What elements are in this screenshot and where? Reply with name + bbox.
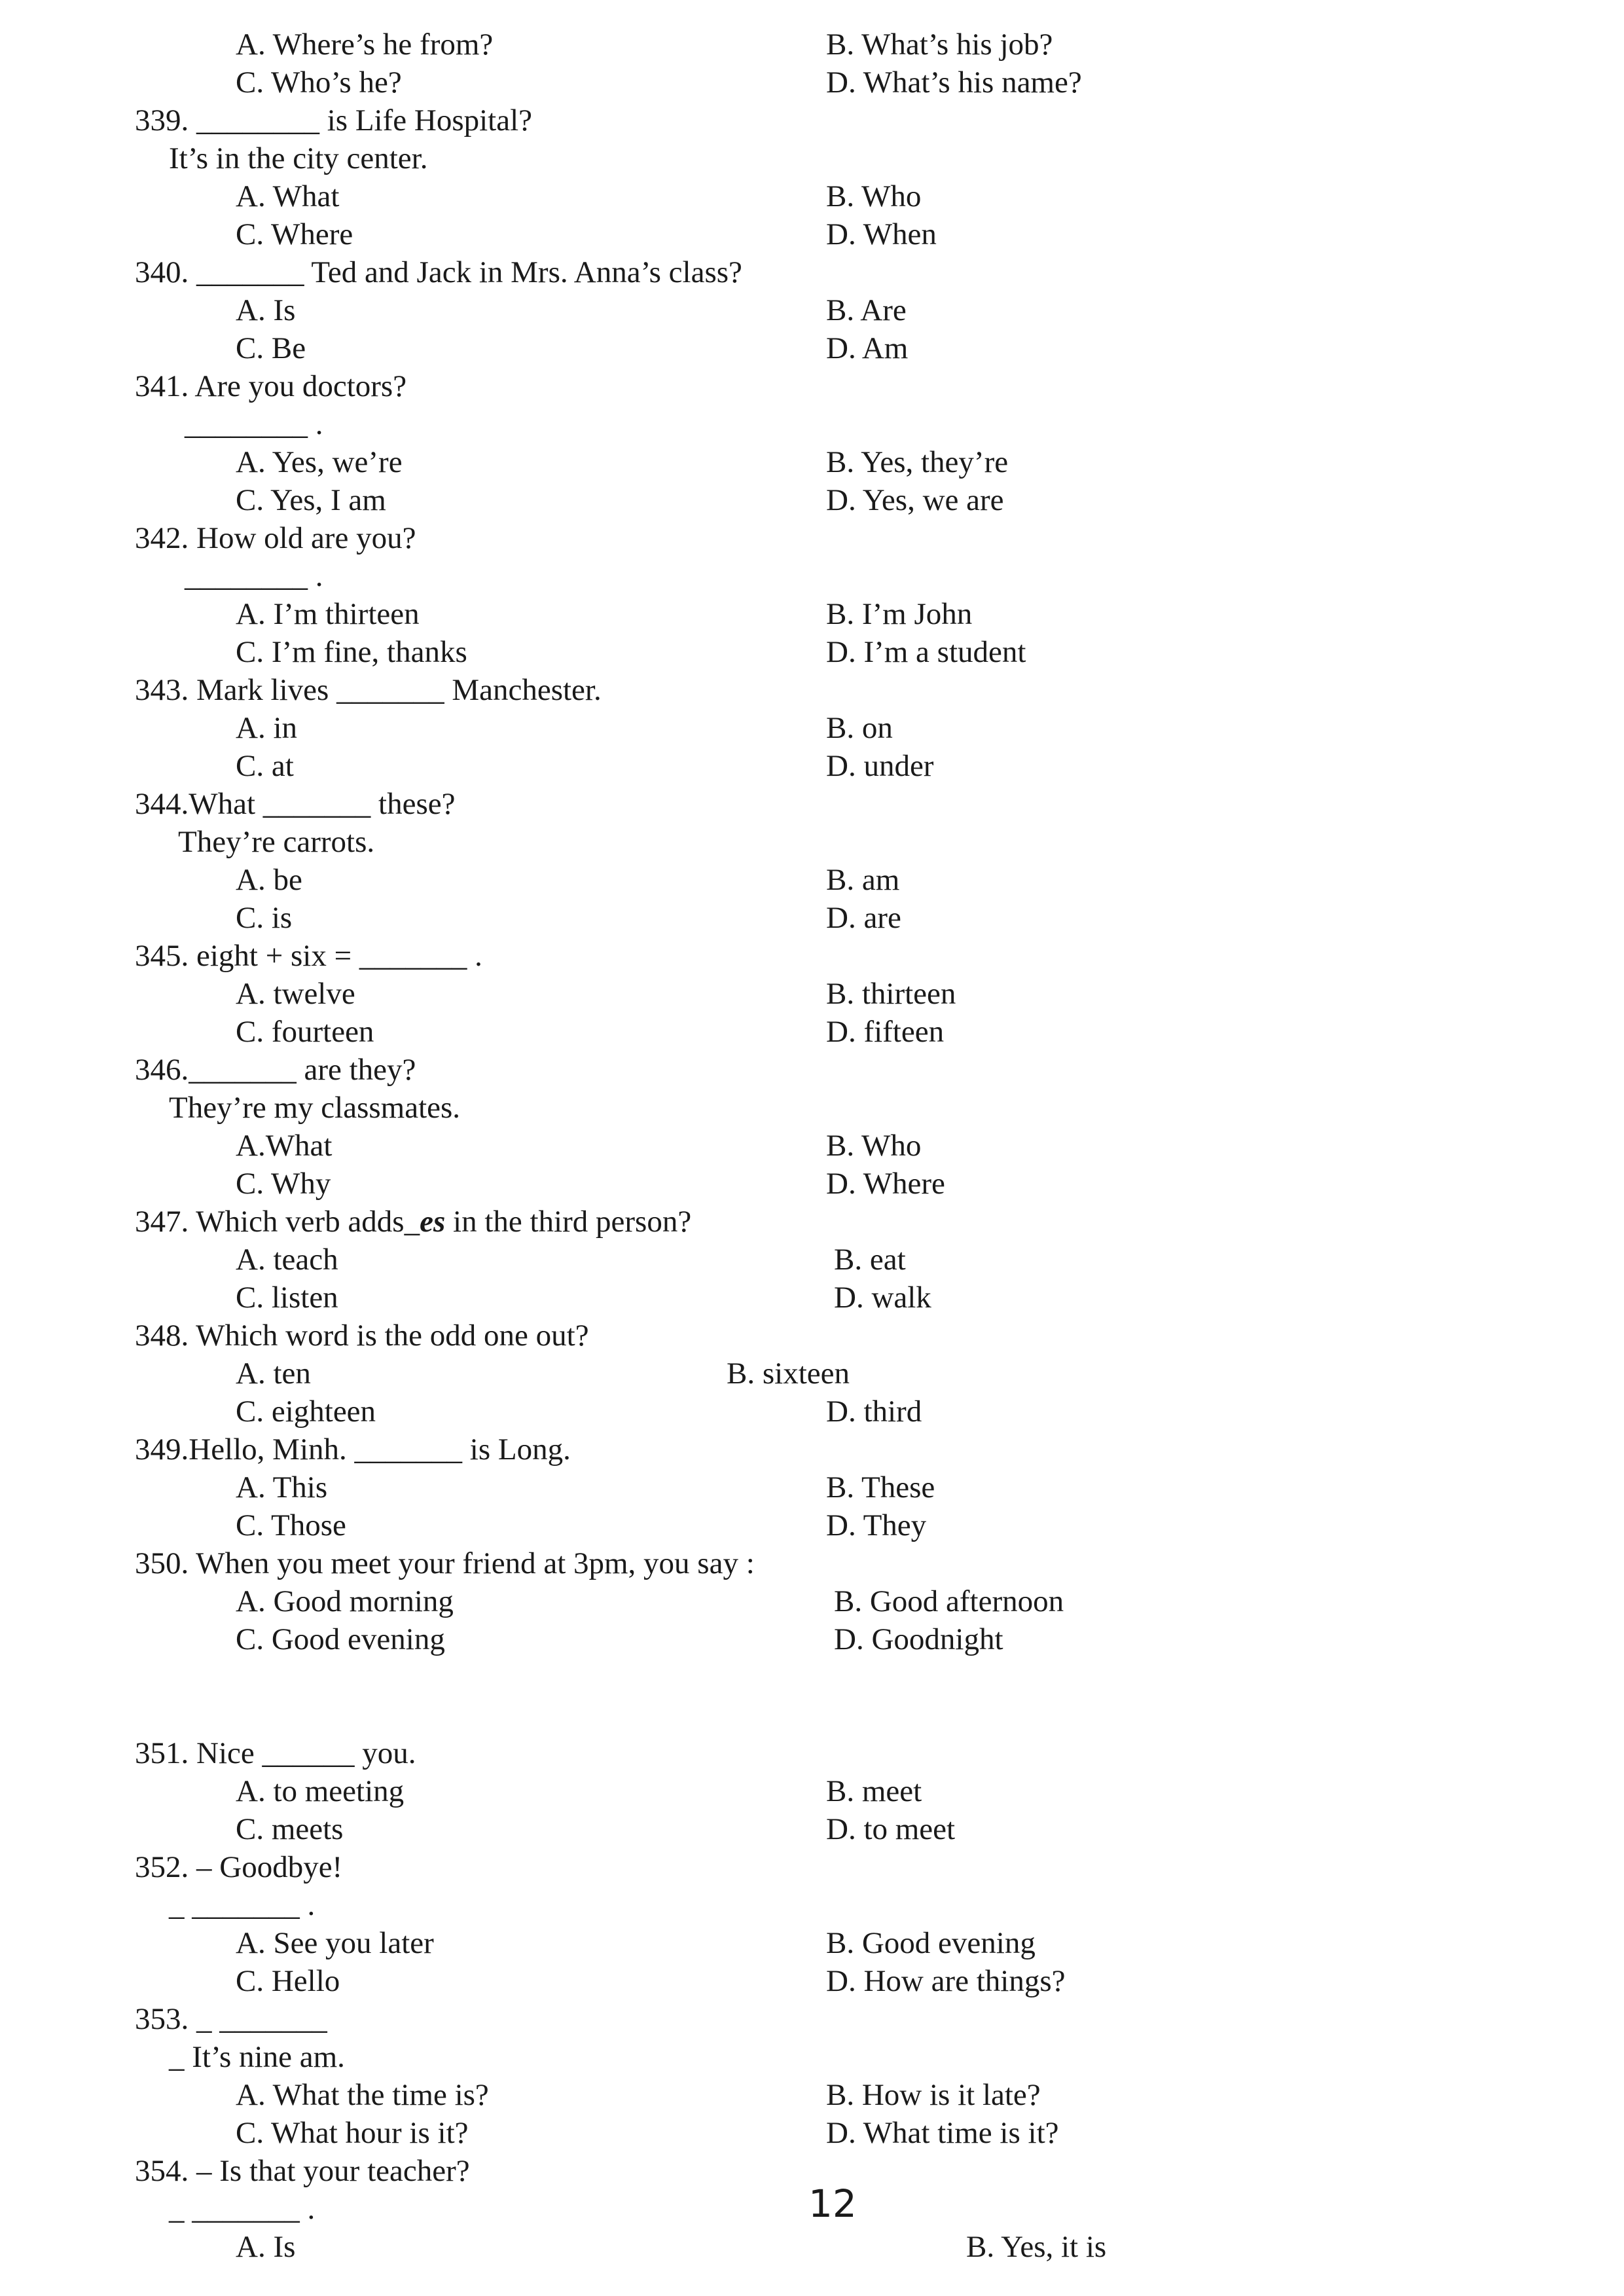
- answer-option: C. Why: [236, 1167, 331, 1201]
- answer-option: D. Yes, we are: [826, 483, 1004, 517]
- answer-option: D. third: [826, 1394, 922, 1429]
- question-line: 351. Nice ______ you.: [135, 1736, 416, 1770]
- answer-option: A. Yes, we’re: [236, 445, 403, 479]
- question-line: 352. – Goodbye!: [135, 1850, 343, 1884]
- answer-option: C. Where: [236, 217, 353, 251]
- question-line: 345. eight + six = _______ .: [135, 939, 482, 973]
- question-line: 348. Which word is the odd one out?: [135, 1319, 589, 1353]
- answer-option: B. sixteen: [727, 1357, 850, 1391]
- question-line: 346._______ are they?: [135, 1053, 416, 1087]
- answer-option: C. fourteen: [236, 1015, 374, 1049]
- answer-option: A. Where’s he from?: [236, 27, 494, 62]
- answer-option: B. Are: [826, 293, 907, 327]
- answer-option: B. eat: [834, 1243, 906, 1277]
- answer-option: B. Good evening: [826, 1926, 1036, 1960]
- answer-option: D. under: [826, 749, 934, 783]
- question-line: 349.Hello, Minh. _______ is Long.: [135, 1432, 571, 1467]
- question-line: 339. ________ is Life Hospital?: [135, 103, 533, 137]
- answer-option: A. What the time is?: [236, 2078, 489, 2112]
- answer-option: B. Who: [826, 1129, 922, 1163]
- answer-option: D. They: [826, 1508, 927, 1542]
- answer-option: D. What’s his name?: [826, 65, 1082, 100]
- answer-option: C. listen: [236, 1281, 338, 1315]
- answer-option: A. teach: [236, 1243, 338, 1277]
- answer-option: A.What: [236, 1129, 333, 1163]
- answer-option: B. thirteen: [826, 977, 956, 1011]
- dialogue-prompt: _ It’s nine am.: [169, 2040, 345, 2074]
- answer-option: B. Who: [826, 179, 922, 213]
- answer-option: C. is: [236, 901, 293, 935]
- answer-option: B. on: [826, 711, 893, 745]
- answer-option: A. This: [236, 1470, 328, 1504]
- answer-option: C. I’m fine, thanks: [236, 635, 467, 669]
- question-line: 347. Which verb adds_es in the third person?: [135, 1205, 692, 1239]
- answer-option: A. to meeting: [236, 1774, 405, 1808]
- answer-blank-line: ________ .: [185, 407, 323, 441]
- answer-option: C. at: [236, 749, 294, 783]
- page-number: 12: [808, 2181, 857, 2226]
- answer-option: D. Goodnight: [834, 1622, 1003, 1656]
- answer-option: B. Good afternoon: [834, 1584, 1064, 1618]
- answer-option: B. How is it late?: [826, 2078, 1041, 2112]
- answer-option: B. Yes, they’re: [826, 445, 1009, 479]
- answer-blank-line: _ _______ .: [169, 2192, 316, 2226]
- answer-option: A. ten: [236, 1357, 311, 1391]
- answer-option: A. in: [236, 711, 297, 745]
- answer-option: C. Good evening: [236, 1622, 445, 1656]
- answer-option: D. When: [826, 217, 937, 251]
- answer-option: C. Yes, I am: [236, 483, 386, 517]
- answer-option: D. What time is it?: [826, 2116, 1059, 2150]
- answer-option: C. Be: [236, 331, 306, 365]
- answer-option: C. meets: [236, 1812, 344, 1846]
- answer-option: D. Am: [826, 331, 909, 365]
- dialogue-prompt: It’s in the city center.: [169, 141, 428, 175]
- answer-option: B. am: [826, 863, 900, 897]
- question-line: 342. How old are you?: [135, 521, 416, 555]
- question-line: 350. When you meet your friend at 3pm, you say :: [135, 1546, 755, 1580]
- answer-option: A. What: [236, 179, 340, 213]
- answer-option: B. Yes, it is: [966, 2230, 1107, 2264]
- answer-blank-line: _ _______ .: [169, 1888, 316, 1922]
- answer-option: D. I’m a student: [826, 635, 1026, 669]
- question-line: 343. Mark lives _______ Manchester.: [135, 673, 602, 707]
- answer-option: A. Is: [236, 2230, 296, 2264]
- answer-option: B. What’s his job?: [826, 27, 1053, 62]
- answer-option: D. walk: [834, 1281, 931, 1315]
- dialogue-prompt: They’re carrots.: [178, 825, 375, 859]
- answer-option: C. What hour is it?: [236, 2116, 469, 2150]
- answer-option: A. Good morning: [236, 1584, 454, 1618]
- answer-option: B. These: [826, 1470, 935, 1504]
- answer-option: D. fifteen: [826, 1015, 945, 1049]
- answer-option: B. I’m John: [826, 597, 973, 631]
- answer-option: C. Those: [236, 1508, 346, 1542]
- answer-option: A. Is: [236, 293, 296, 327]
- question-line: 354. – Is that your teacher?: [135, 2154, 470, 2188]
- answer-option: D. Where: [826, 1167, 945, 1201]
- question-line: 341. Are you doctors?: [135, 369, 407, 403]
- emphasized-suffix: es: [420, 1205, 446, 1239]
- question-line: 340. _______ Ted and Jack in Mrs. Anna’s class?: [135, 255, 742, 289]
- question-line: 353. _ _______: [135, 2002, 327, 2036]
- answer-option: D. are: [826, 901, 901, 935]
- answer-option: C. eighteen: [236, 1394, 376, 1429]
- answer-option: A. I’m thirteen: [236, 597, 420, 631]
- question-line: 344.What _______ these?: [135, 787, 456, 821]
- answer-option: C. Who’s he?: [236, 65, 402, 100]
- answer-blank-line: ________ .: [185, 559, 323, 593]
- answer-option: A. twelve: [236, 977, 355, 1011]
- answer-option: D. to meet: [826, 1812, 956, 1846]
- answer-option: A. be: [236, 863, 302, 897]
- question-text-after: in the third person?: [445, 1205, 692, 1239]
- answer-option: D. How are things?: [826, 1964, 1066, 1998]
- answer-option: A. See you later: [236, 1926, 434, 1960]
- dialogue-prompt: They’re my classmates.: [169, 1091, 461, 1125]
- answer-option: B. meet: [826, 1774, 922, 1808]
- answer-option: C. Hello: [236, 1964, 340, 1998]
